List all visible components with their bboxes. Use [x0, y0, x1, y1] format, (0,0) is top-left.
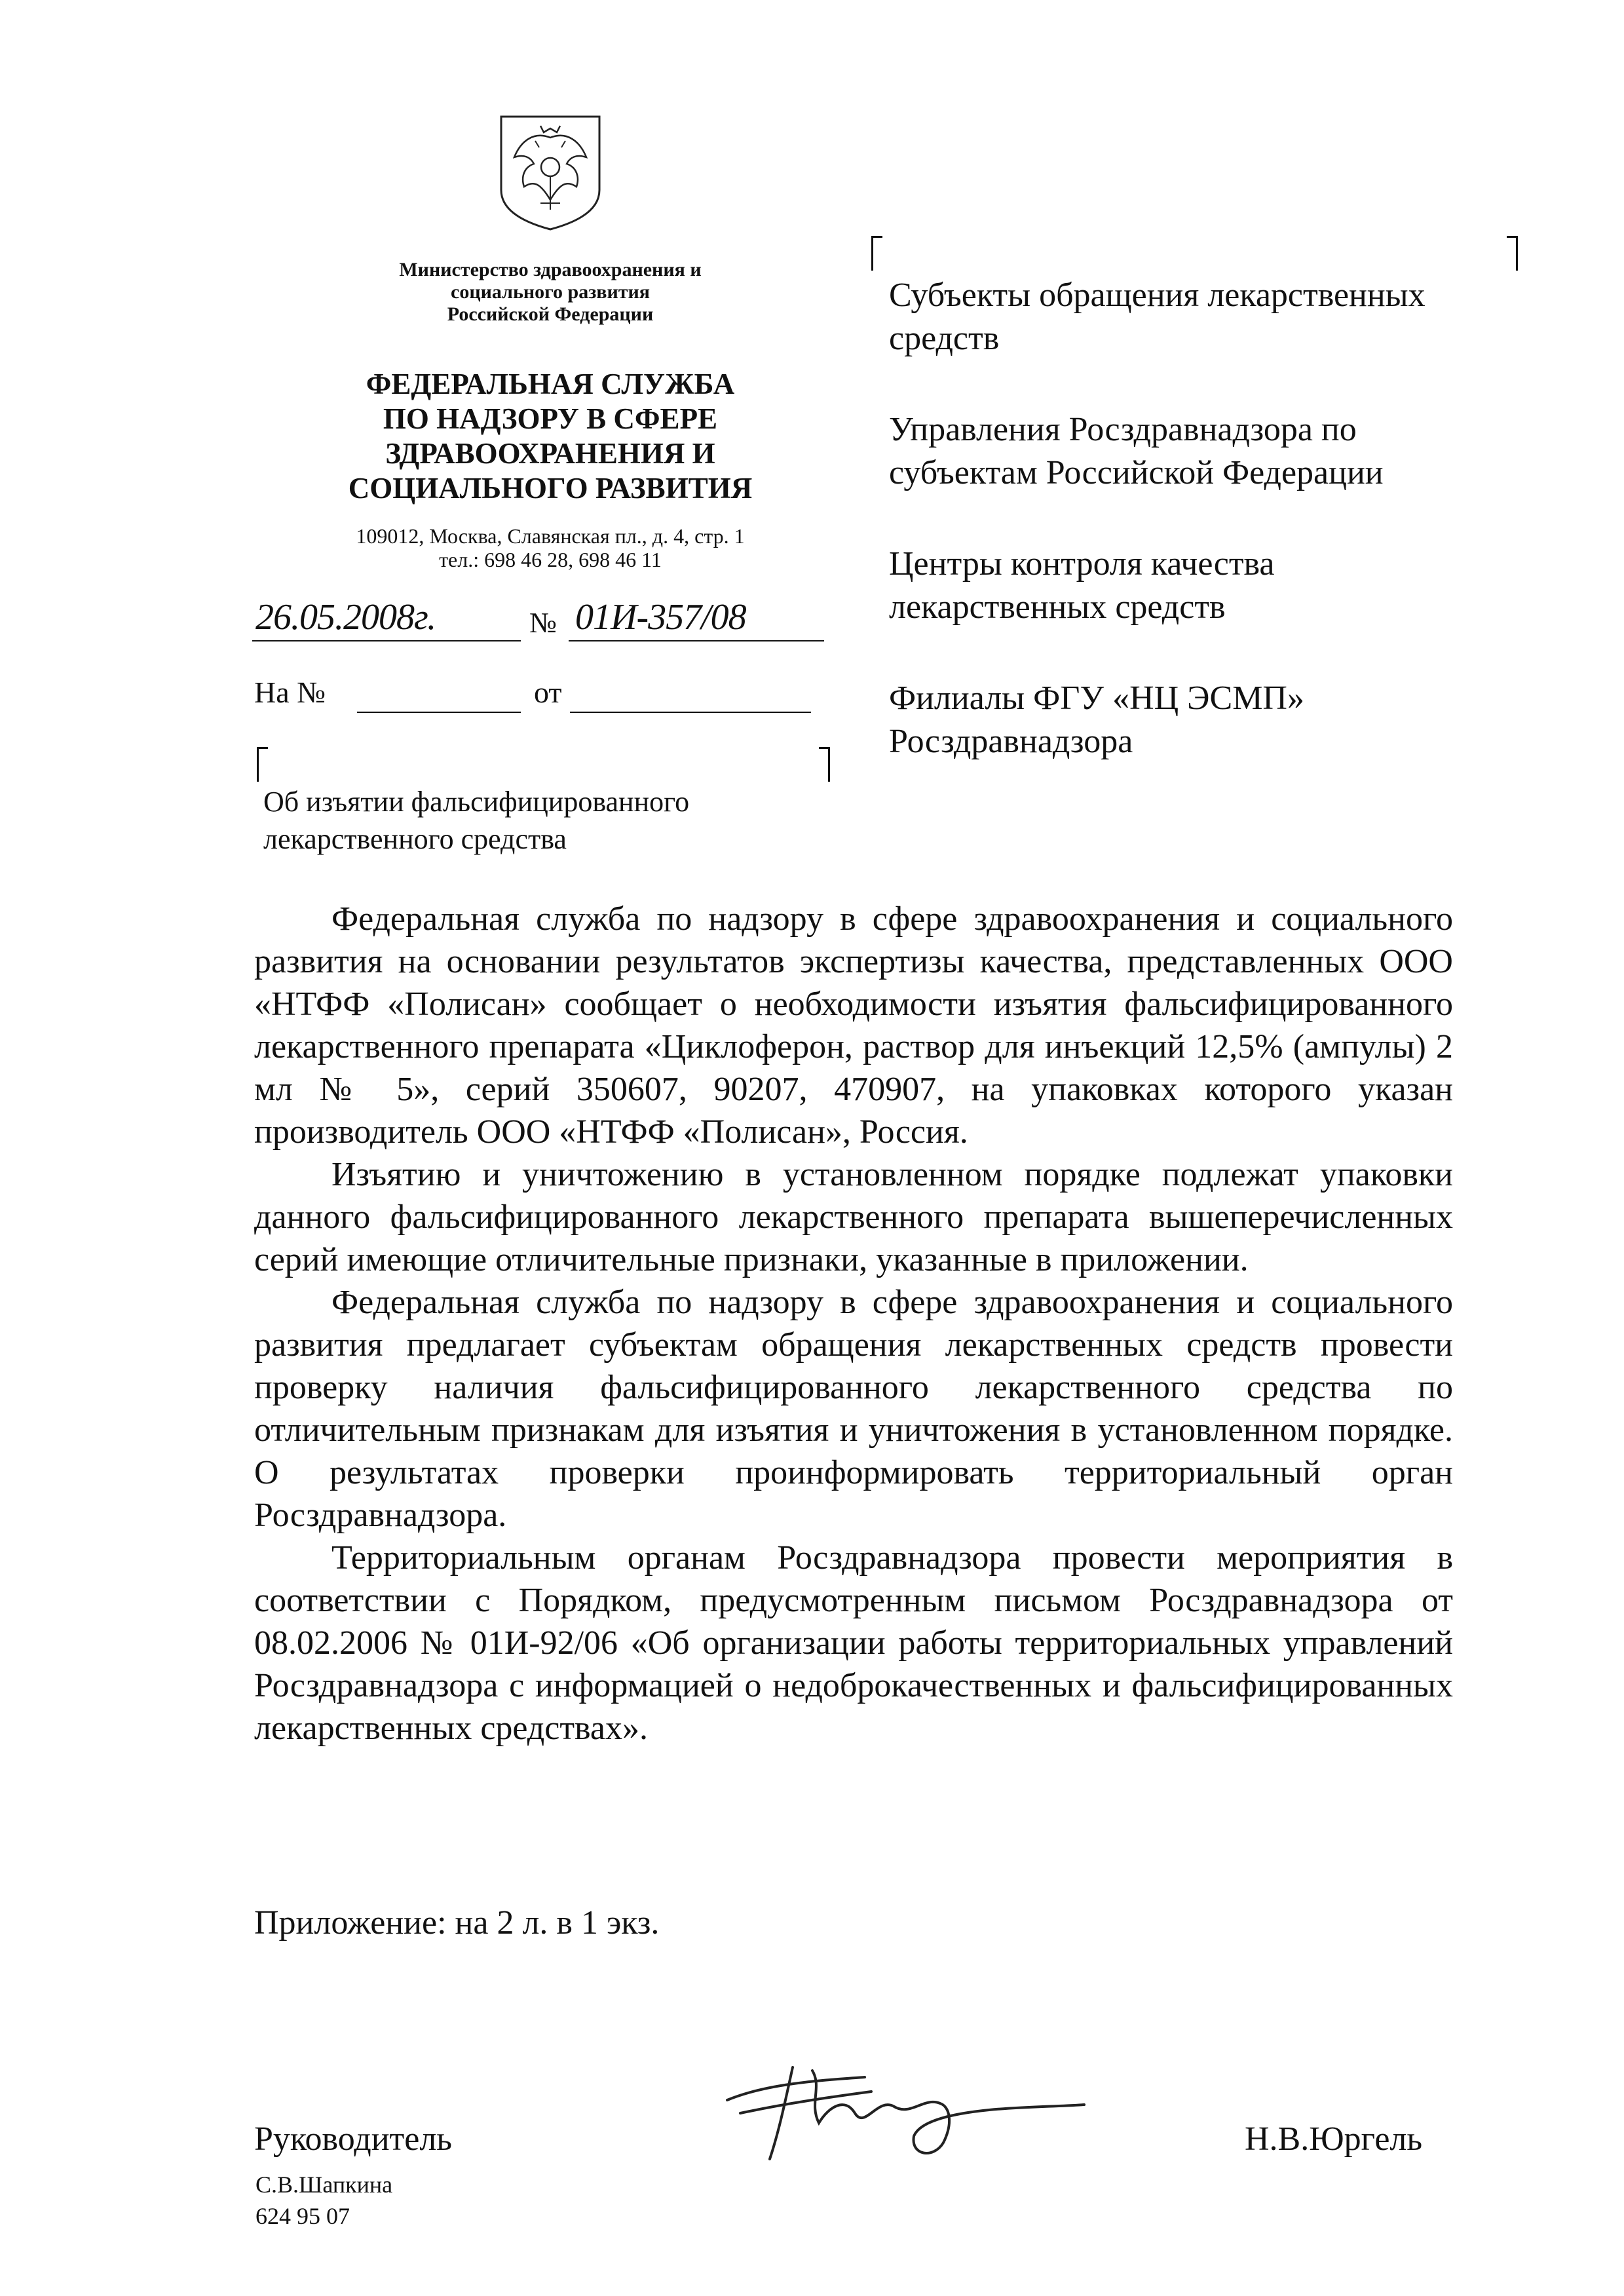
reply-date-blank [570, 678, 811, 713]
addressee-bracket-right [1507, 236, 1518, 271]
reply-number-blank [357, 678, 521, 713]
letter-body [254, 898, 1453, 1750]
ministry-name: Министерство здравоохранения и социального развития Российской Федерации [399, 259, 702, 325]
coat-of-arms-icon [495, 111, 606, 233]
sender-address: 109012, Москва, Славянская пл., д. 4, стр. 1 тел.: 698 46 28, 698 46 11 [356, 524, 745, 571]
addressee-item: Центры контроля качества лекарственных средств [889, 545, 1275, 626]
addressee-item: Субъекты обращения лекарственных средств [889, 277, 1426, 357]
signer-name: Н.В.Юргель [1245, 2120, 1423, 2158]
body-paragraph: Изъятию и уничтожению в установленном порядке подлежат упаковки данного фальсифицированного лекарственного препарата вышеперечисленных серий имеющие отличительные признаки, указанные в приложении. [254, 1156, 1453, 1278]
addressee-item: Управления Росздравнадзора по субъектам Российской Федерации [889, 411, 1384, 491]
body-paragraph: Федеральная служба по надзору в сфере здравоохранения и социального развития предлагает субъектам обращения лекарственных средств провести проверку наличия фальсифицированного лекарственного средства по отличительным признакам для изъятия и уничтожения в установленном порядке. О результатах проверки проинформировать территориальный орган Росздравнадзора. [254, 1284, 1453, 1534]
service-name: ФЕДЕРАЛЬНАЯ СЛУЖБА ПО НАДЗОРУ В СФЕРЕ ЗДРАВООХРАНЕНИЯ И СОЦИАЛЬНОГО РАЗВИТИЯ [348, 368, 753, 505]
reply-number-label: На № [254, 676, 326, 709]
body-paragraph: Федеральная служба по надзору в сфере здравоохранения и социального развития на основании результатов экспертизы качества, представленных ООО «НТФФ «Полисан» сообщает о необходимости изъятия фальсифицированного лекарственного препарата «Циклоферон, раствор для инъекций 12,5% (ампулы) 2 мл № 5», серий 350607, 90207, 470907, на упаковках которого указан производитель ООО «НТФФ «Полисан», Россия. [254, 900, 1453, 1151]
addressee-list [889, 274, 1544, 811]
outgoing-date: 26.05.2008г. [255, 597, 436, 638]
subject-bracket-left [257, 747, 268, 782]
addressee-bracket-left [871, 236, 882, 271]
attachment-note: Приложение: на 2 л. в 1 экз. [254, 1904, 660, 1942]
reply-date-label: от [534, 676, 562, 709]
handwritten-signature [714, 2051, 1094, 2169]
subject-bracket-right [819, 747, 830, 782]
outgoing-number: 01И-357/08 [575, 597, 746, 638]
addressee-item: Филиалы ФГУ «НЦ ЭСМП» Росздравнадзора [889, 679, 1304, 760]
letter-subject: Об изъятии фальсифицированного лекарственного средства [263, 786, 690, 855]
signer-position: Руководитель [254, 2120, 452, 2158]
body-paragraph: Территориальным органам Росздравнадзора провести мероприятия в соответствии с Порядком, предусмотренным письмом Росздравнадзора от 08.02.2006 № 01И-92/06 «Об организации работы территориальных управлений Росздравнадзора с информацией о недоброкачественных и фальсифицированных лекарственных средствах». [254, 1539, 1453, 1747]
executor-info: С.В.Шапкина 624 95 07 [255, 2172, 393, 2229]
number-label: № [529, 607, 557, 639]
